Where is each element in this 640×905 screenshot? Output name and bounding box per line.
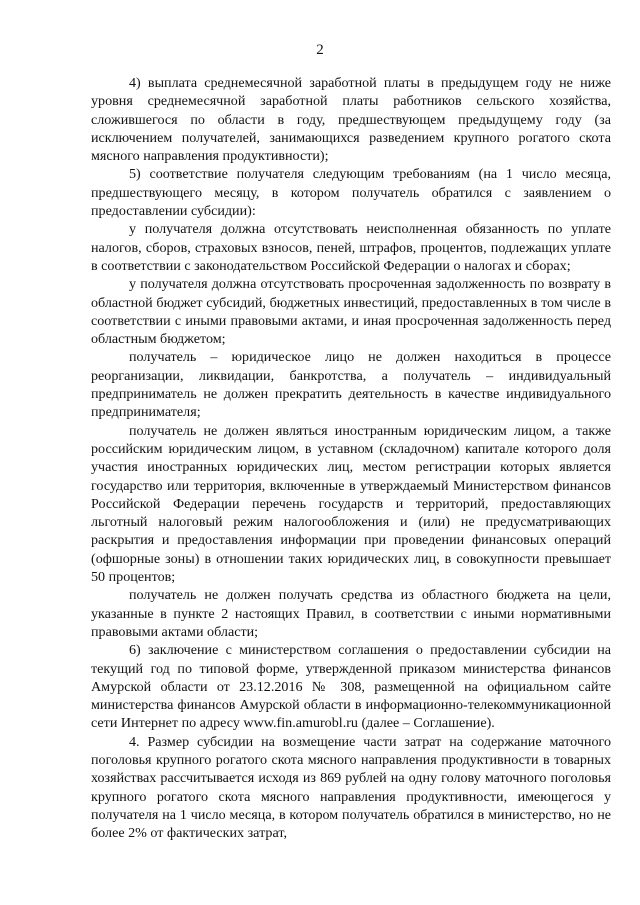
- paragraph-no-double-funding: получатель не должен получать средства из областного бюджета на цели, указанные в пункте 2 настоящих Правил, в соответствии с иными нормативными правовыми актами области;: [91, 587, 611, 640]
- paragraph-subsidy-amount: 4. Размер субсидии на возмещение части затрат на содержание маточного поголовья крупного рогатого скота мясного направления продуктивности в товарных хозяйствах рассчитывается исходя из 869 рублей на одну голову маточного поголовья крупного рогатого скота мясного направления продуктивности, имеющегося у получателя на 1 число месяца, в котором получатель обратился в министерство, но не более 2% от фактических затрат,: [91, 733, 611, 842]
- paragraph-requirements-intro: 5) соответствие получателя следующим требованиям (на 1 число месяца, предшествующего месяцу, в котором получатель обратился с заявлением о предоставлении субсидии):: [91, 166, 611, 220]
- paragraph-reorganization: получатель – юридическое лицо не должен находиться в процессе реорганизации, ликвидации, банкротства, а получатель – индивидуальный предприниматель не должен прекратить деятельность в качестве индивидуального предпринимателя;: [91, 349, 611, 421]
- paragraph-agreement: 6) заключение с министерством соглашения о предоставлении субсидии на текущий год по типовой форме, утвержденной приказом министерства финансов Амурской области от 23.12.2016 № 308, размещенной на официальном сайте министерства финансов Амурской области в информационно-телекоммуникационной сети Интернет по адресу www.fin.amurobl.ru (далее – Соглашение).: [91, 642, 611, 732]
- paragraph-tax-obligation: у получателя должна отсутствовать неисполненная обязанность по уплате налогов, сборов, страховых взносов, пеней, штрафов, процентов, подлежащих уплате в соответствии с законодательством Российской Федерации о налогах и сборах;: [91, 221, 611, 274]
- paragraph-salary-condition: 4) выплата среднемесячной заработной платы в предыдущем году не ниже уровня среднемесячной заработной платы работников сельского хозяйства, сложившегося по области в году, предшествующем предыдущему году (за исключением получателей, занимающихся разведением крупного рогатого скота мясного направления продуктивности);: [91, 75, 611, 165]
- document-body: [91, 74, 611, 842]
- page-number: 2: [316, 42, 324, 58]
- paragraph-overdue-debt: у получателя должна отсутствовать просроченная задолженность по возврату в областной бюджет субсидий, бюджетных инвестиций, предоставленных в том числе в соответствии с иными правовыми актами, и иная просроченная задолженность перед областным бюджетом;: [91, 276, 611, 348]
- paragraph-foreign-entity: получатель не должен являться иностранным юридическим лицом, а также российским юридическим лицом, в уставном (складочном) капитале которого доля участия иностранных юридических лиц, местом регистрации которых является государство или территория, включенные в утверждаемый Министерством финансов Российской Федерации перечень государств и территорий, предоставляющих льготный налоговый режим налогообложения и (или) не предусматривающих раскрытия и предоставления информации при проведении финансовых операций (офшорные зоны) в отношении таких юридических лиц, в совокупности превышает 50 процентов;: [91, 422, 611, 586]
